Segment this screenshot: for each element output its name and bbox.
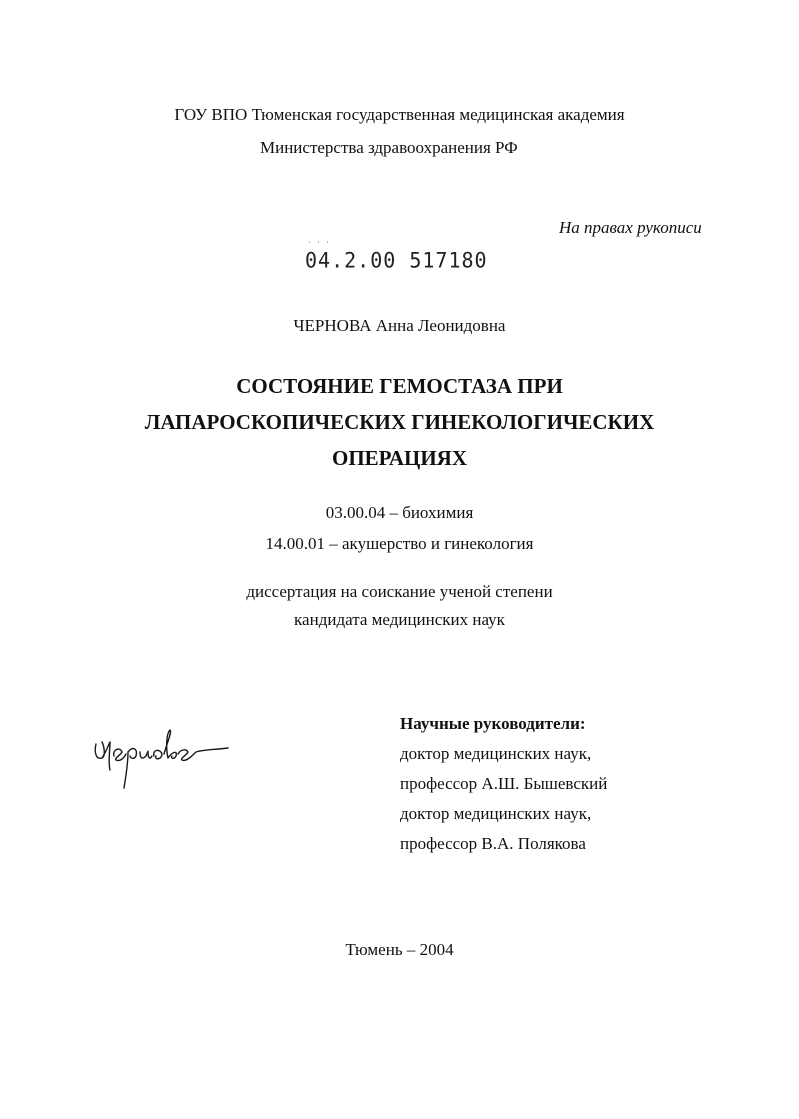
- specialty-2: 14.00.01 – акушерство и гинекология: [265, 534, 534, 553]
- dissertation-title: [0, 368, 799, 476]
- advisor-1-degree: доктор медицинских наук,: [400, 744, 592, 763]
- degree-line-1: диссертация на соискание ученой степени: [246, 582, 553, 601]
- manuscript-note: На правах рукописи: [559, 218, 702, 237]
- institution-name: ГОУ ВПО Тюменская государственная медицинская академия: [174, 105, 625, 124]
- degree-line-2: кандидата медицинских наук: [294, 610, 505, 629]
- advisor-2-degree: доктор медицинских наук,: [400, 804, 592, 823]
- advisors-block: [400, 709, 607, 859]
- advisor-1-name: профессор А.Ш. Бышевский: [400, 774, 608, 793]
- registration-stamp: 04.2.00 517180: [305, 247, 488, 273]
- advisor-2-name: профессор В.А. Полякова: [400, 834, 586, 853]
- title-line-3: ОПЕРАЦИЯХ: [332, 446, 467, 470]
- author-name: ЧЕРНОВА Анна Леонидовна: [293, 316, 506, 335]
- specialty-1: 03.00.04 – биохимия: [325, 503, 474, 522]
- ministry-name: Министерства здравоохранения РФ: [260, 138, 518, 157]
- handwritten-signature: [88, 722, 238, 792]
- advisors-heading: Научные руководители:: [400, 714, 586, 733]
- title-line-1: СОСТОЯНИЕ ГЕМОСТАЗА ПРИ: [236, 374, 563, 398]
- stamp-marks: · · ·: [308, 238, 331, 247]
- city-year: Тюмень – 2004: [345, 940, 454, 959]
- title-line-2: ЛАПАРОСКОПИЧЕСКИХ ГИНЕКОЛОГИЧЕСКИХ: [144, 410, 655, 434]
